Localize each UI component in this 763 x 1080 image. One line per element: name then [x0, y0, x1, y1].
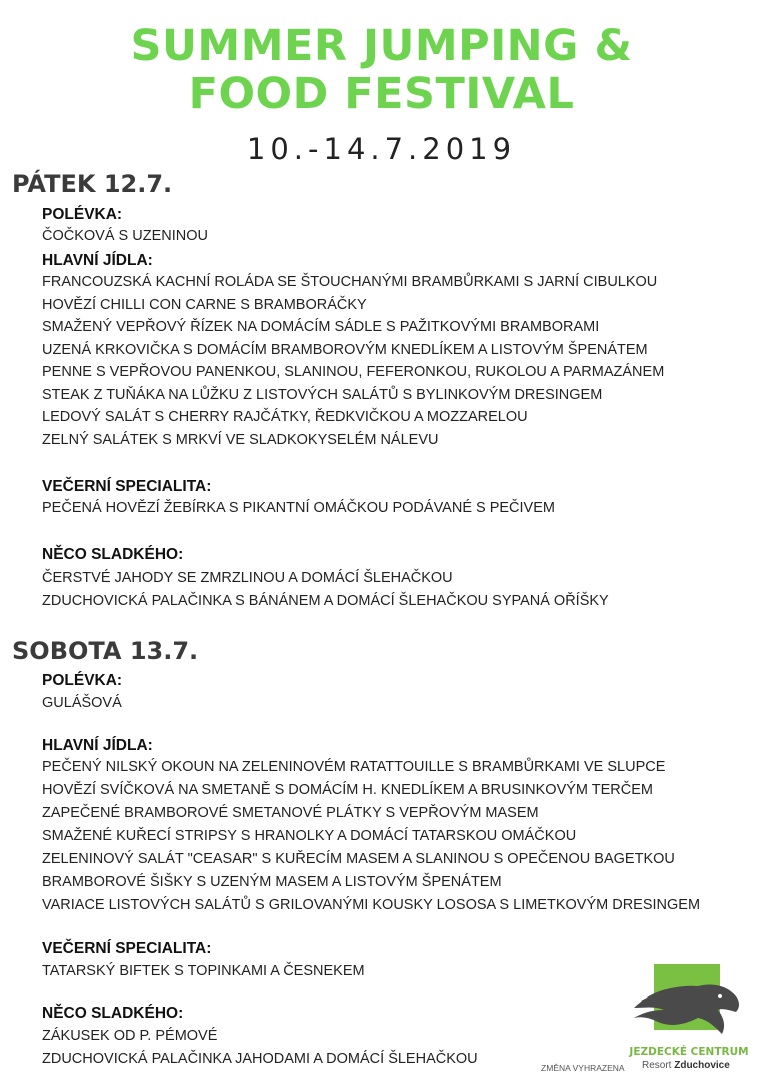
dessert-label: NĚCO SLADKÉHO: [42, 1005, 184, 1022]
mains-label: HLAVNÍ JÍDLA: [42, 252, 153, 269]
day-heading-saturday: SOBOTA 13.7. [12, 637, 199, 665]
main-dish: HOVĚZÍ SVÍČKOVÁ NA SMETANĚ S DOMÁCÍM H. KNEDLÍKEM A BRUSINKOVÝM TERČEM [42, 782, 653, 798]
main-dish: ZELNÝ SALÁTEK S MRKVÍ VE SLADKOKYSELÉM NÁLEVU [42, 432, 439, 448]
main-dish: ZELENINOVÝ SALÁT "CEASAR" S KUŘECÍM MASEM A SLANINOU S OPEČENOU BAGETKOU [42, 851, 675, 867]
main-dish: STEAK Z TUŇÁKA NA LŮŽKU Z LISTOVÝCH SALÁTŮ S BYLINKOVÝM DRESINGEM [42, 387, 603, 403]
title-line-2: FOOD FESTIVAL [188, 69, 575, 119]
main-dish: SMAŽENÝ VEPŘOVÝ ŘÍZEK NA DOMÁCÍM SÁDLE S PAŽITKOVÝMI BRAMBORAMI [42, 319, 600, 335]
title-line-1: SUMMER JUMPING & [130, 21, 633, 71]
mains-label: HLAVNÍ JÍDLA: [42, 737, 153, 754]
soup-label: POLÉVKA: [42, 206, 123, 223]
main-dish: LEDOVÝ SALÁT S CHERRY RAJČÁTKY, ŘEDKVIČKOU A MOZZARELOU [42, 409, 528, 425]
dessert-item: ZÁKUSEK OD P. PÉMOVÉ [42, 1028, 218, 1044]
day-heading-friday: PÁTEK 12.7. [12, 170, 173, 198]
dessert-item: ČERSTVÉ JAHODY SE ZMRZLINOU A DOMÁCÍ ŠLEHAČKOU [42, 570, 453, 586]
evening-special-item: TATARSKÝ BIFTEK S TOPINKAMI A ČESNEKEM [42, 963, 365, 979]
logo-sub-zduchovice: Zduchovice [674, 1060, 730, 1071]
main-dish: UZENÁ KRKOVIČKA S DOMÁCÍM BRAMBOROVÝM KNEDLÍKEM A LISTOVÝM ŠPENÁTEM [42, 342, 648, 358]
horse-head-icon [628, 962, 750, 1052]
main-dish: FRANCOUZSKÁ KACHNÍ ROLÁDA SE ŠTOUCHANÝMI BRAMBŮRKAMI S JARNÍ CIBULKOU [42, 274, 658, 290]
main-dish: PEČENÝ NILSKÝ OKOUN NA ZELENINOVÉM RATATTOUILLE S BRAMBŮRKAMI VE SLUPCE [42, 759, 666, 775]
evening-special-label: VEČERNÍ SPECIALITA: [42, 940, 212, 957]
main-dish: SMAŽENÉ KUŘECÍ STRIPSY S HRANOLKY A DOMÁCÍ TATARSKOU OMÁČKOU [42, 828, 577, 844]
evening-special-label: VEČERNÍ SPECIALITA: [42, 478, 212, 495]
logo-name: JEZDECKÉ CENTRUM [629, 1046, 749, 1058]
main-dish: PENNE S VEPŘOVOU PANENKOU, SLANINOU, FEFERONKOU, RUKOLOU A PARMAZÁNEM [42, 364, 665, 380]
dessert-item: ZDUCHOVICKÁ PALAČINKA S BÁNÁNEM A DOMÁCÍ ŠLEHAČKOU SYPANÁ OŘÍŠKY [42, 593, 609, 609]
main-dish: VARIACE LISTOVÝCH SALÁTŮ S GRILOVANÝMI KOUSKY LOSOSA S LIMETKOVÝM DRESINGEM [42, 897, 701, 913]
main-dish: HOVĚZÍ CHILLI CON CARNE S BRAMBORÁČKY [42, 297, 367, 313]
dessert-label: NĚCO SLADKÉHO: [42, 546, 184, 563]
main-dish: BRAMBOROVÉ ŠIŠKY S UZENÝM MASEM A LISTOVÝM ŠPENÁTEM [42, 874, 502, 890]
festival-dates: 10.-14.7.2019 [246, 132, 517, 166]
soup-item: ČOČKOVÁ S UZENINOU [42, 228, 208, 244]
logo-subtitle [642, 1060, 750, 1071]
soup-item: GULÁŠOVÁ [42, 695, 122, 711]
evening-special-item: PEČENÁ HOVĚZÍ ŽEBÍRKA S PIKANTNÍ OMÁČKOU PODÁVANÉ S PEČIVEM [42, 500, 555, 516]
logo-sub-resort: Resort [642, 1060, 672, 1071]
change-reserved-note: ZMĚNA VYHRAZENA [541, 1063, 625, 1073]
dessert-item: ZDUCHOVICKÁ PALAČINKA JAHODAMI A DOMÁCÍ ŠLEHAČKOU [42, 1051, 478, 1067]
jezdecke-centrum-logo [628, 962, 750, 1072]
soup-label: POLÉVKA: [42, 672, 123, 689]
main-dish: ZAPEČENÉ BRAMBOROVÉ SMETANOVÉ PLÁTKY S VEPŘOVÝM MASEM [42, 805, 539, 821]
